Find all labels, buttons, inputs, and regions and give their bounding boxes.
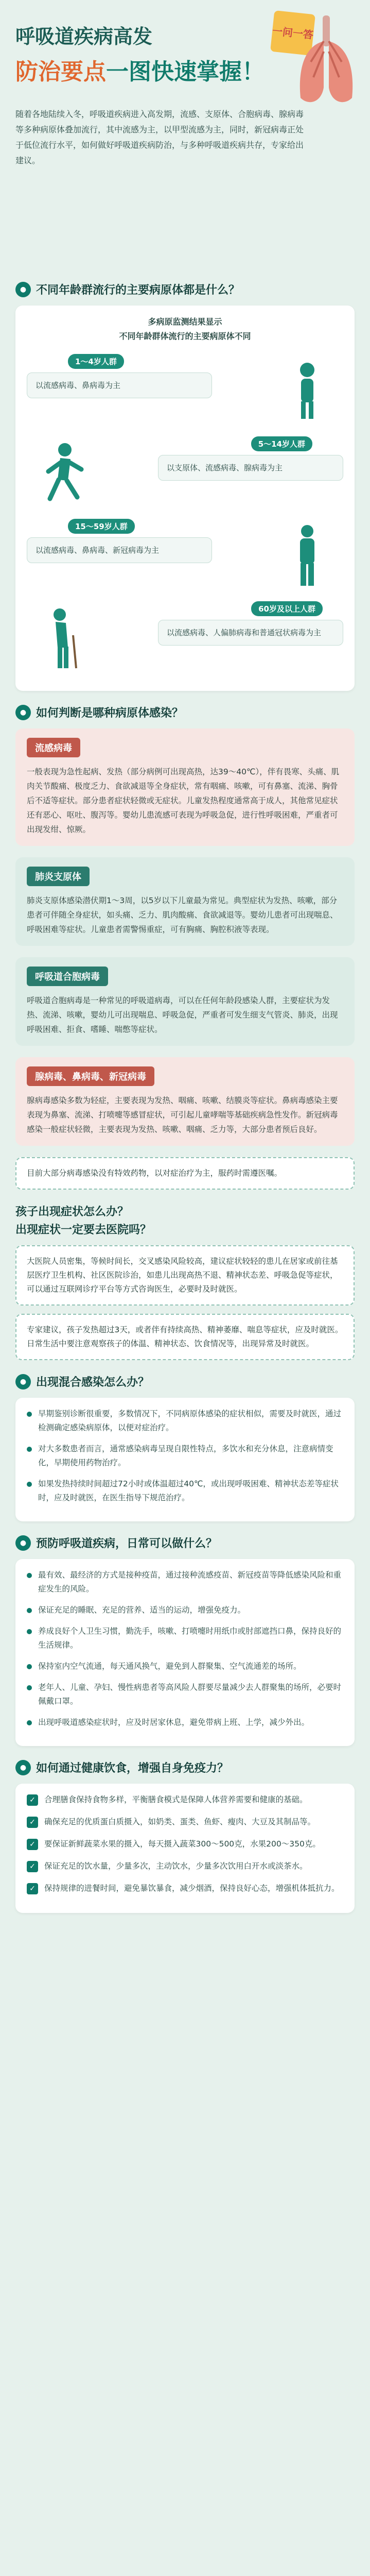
list-item-text: 老年人、儿童、孕妇、慢性病患者等高风险人群要尽量减少去人群聚集的场所，必要时佩戴口罩。 [38, 1683, 342, 1706]
elderly-figure-icon [32, 604, 94, 671]
pathogen-text: 一般表现为急性起病、发热（部分病例可出现高热，达39～40℃），伴有畏寒、头痛、肌肉关节酸痛、极度乏力、食欲减退等全身症状，常有咽痛、咳嗽，可有鼻塞、流涕、胸骨后不适等症状。部分患者症状轻微或无症状。儿童发热程度通常高于成人，其他常见症状还有恶心、呕吐、腹泻等。婴幼儿患流感可表现为呼吸急促，进行性呼吸困难，严重者可出现发绀、惊厥。 [27, 767, 340, 834]
age-card [15, 306, 355, 691]
section-title [15, 281, 355, 297]
age-subhead: 多病原监测结果显示 不同年龄群体流行的主要病原体不同 [119, 317, 251, 341]
pathogen-card-others [15, 1057, 355, 1146]
check-icon: ✓ [27, 1794, 38, 1806]
section-title [15, 1759, 355, 1775]
age-text: 以支原体、流感病毒、腺病毒为主 [158, 455, 343, 481]
running-child-icon [32, 439, 94, 506]
section-title-text: 如何判断是哪种病原体感染？ [36, 707, 184, 720]
age-text: 以流感病毒、人偏肺病毒和普通冠状病毒为主 [158, 620, 343, 646]
section-prevention [0, 1535, 370, 1746]
title-rest: 一图快速掌握！ [106, 59, 265, 85]
bullet-icon: ● [15, 1535, 31, 1551]
section-title-text: 出现混合感染怎么办？ [36, 1376, 150, 1389]
list-item-text: 保持规律的进餐时间，避免暴饮暴食，减少烟酒，保持良好心态，增强机体抵抗力。 [44, 1884, 340, 1893]
treatment-note-text: 目前大部分病毒感染没有特效药物，以对症治疗为主，服药时需遵医嘱。 [27, 1168, 283, 1178]
section-title-text: 如何通过健康饮食，增强自身免疫力？ [36, 1762, 229, 1775]
list-item [27, 1815, 343, 1829]
title-highlight: 防治要点 [15, 59, 106, 85]
qa-badge: 一问一答 [270, 10, 315, 56]
title-line-1: 呼吸道疾病高发 [15, 25, 153, 48]
check-icon: ✓ [27, 1839, 38, 1850]
treatment-note [15, 1157, 355, 1190]
list-item [27, 1407, 343, 1435]
list-item-text: 合理膳食保持食物多样，平衡膳食模式是保障人体营养需要和健康的基础。 [44, 1795, 308, 1804]
list-item-text: 保持室内空气流通，每天通风换气，避免到人群聚集、空气流通差的场所。 [38, 1662, 302, 1671]
age-text: 以流感病毒、鼻病毒、新冠病毒为主 [27, 537, 212, 563]
pathogen-text: 呼吸道合胞病毒是一种常见的呼吸道病毒，可以在任何年龄段感染人群，主要症状为发热、流涕、咳嗽，婴幼儿可出现喘息、呼吸急促，严重者可发生细支气管炎、肺炎，出现呼吸困难、拒食、嗜睡、喘憋等症状。 [27, 996, 338, 1034]
section-pathogens [0, 704, 370, 1190]
pathogen-label: 呼吸道合胞病毒 [27, 967, 108, 986]
check-icon: ✓ [27, 1883, 38, 1894]
section-title [15, 704, 355, 720]
tip-box [15, 1245, 355, 1306]
section-mixed-infection [0, 1374, 370, 1521]
list-item [27, 1681, 343, 1708]
list-item [27, 1716, 343, 1730]
section-title-text-2: 出现症状一定要去医院吗？ [15, 1224, 152, 1236]
tip-box [15, 1314, 355, 1360]
dot-icon [27, 1629, 32, 1634]
pathogen-label: 流感病毒 [27, 738, 80, 757]
pathogen-text: 腺病毒感染多数为轻症，主要表现为发热、咽痛、咳嗽、结膜炎等症状。鼻病毒感染主要表现为鼻塞、流涕、打喷嚏等感冒症状，可引起儿童哮喘等基础疾病急性发作。新冠病毒感染一般症状轻微，主要表现为发热、咳嗽、咽痛、乏力等，大部分患者预后良好。 [27, 1096, 338, 1134]
pathogen-card-mycoplasma [15, 857, 355, 946]
age-row [27, 517, 343, 594]
list-item [27, 1624, 343, 1652]
pathogen-card-rsv [15, 957, 355, 1046]
section-age-groups [0, 281, 370, 691]
dot-icon [27, 1412, 32, 1417]
list-item-text: 养成良好个人卫生习惯，勤洗手，咳嗽、打喷嚏时用纸巾或肘部遮挡口鼻，保持良好的生活规律。 [38, 1626, 342, 1650]
adult-figure-icon [276, 522, 338, 589]
age-row [27, 352, 343, 429]
section-child-symptoms [0, 1203, 370, 1360]
list-item [27, 1882, 343, 1895]
list-item [27, 1659, 343, 1673]
list-item-text: 保证充足的饮水量，少量多次，主动饮水，少量多次饮用白开水或淡茶水。 [44, 1861, 308, 1871]
dot-icon [27, 1608, 32, 1613]
list-item [27, 1793, 343, 1807]
dot-icon [27, 1573, 32, 1578]
section-diet [0, 1759, 370, 1913]
lungs-icon [293, 10, 360, 113]
tip-text: 大医院人员密集，等候时间长，交叉感染风险较高，建议症状较轻的患儿在居家或前往基层医疗卫生机构、社区医院诊治，如患儿出现高热不退、精神状态差、呼吸急促等症状，可以通过互联网诊疗平台等方式咨询医生，必要时及时就医。 [27, 1257, 338, 1294]
mixed-infection-card [15, 1398, 355, 1521]
age-tag: 15～59岁人群 [68, 519, 135, 534]
bullet-icon: ● [15, 1760, 31, 1775]
list-item-text: 对大多数患者而言，通常感染病毒呈现自限性特点，多饮水和充分休息，注意病情变化，早期使用药物治疗。 [38, 1444, 333, 1467]
list-item-text: 最有效、最经济的方式是接种疫苗，通过接种流感疫苗、新冠疫苗等降低感染风险和重症发生的风险。 [38, 1570, 342, 1594]
list-item-text: 确保充足的优质蛋白质摄入，如奶类、蛋类、鱼虾、瘦肉、大豆及其制品等。 [44, 1817, 316, 1826]
dot-icon [27, 1664, 32, 1669]
list-item-text: 如果发热持续时间超过72小时或体温超过40℃，或出现呼吸困难、精神状态差等症状时，应及时就医，在医生指导下规范治疗。 [38, 1479, 339, 1502]
prevention-card [15, 1559, 355, 1746]
pathogen-text: 肺炎支原体感染潜伏期1～3周，以5岁以下儿童最为常见。典型症状为发热、咳嗽，部分患者可伴随全身症状，如头痛、乏力、肌肉酸痛、食欲减退等。婴幼儿患者可出现喘息、呼吸困难等症状。儿童患者需警惕重症，可有胸痛、胸腔积液等表现。 [27, 896, 338, 934]
list-item-text: 出现呼吸道感染症状时，应及时居家休息，避免带病上班、上学，减少外出。 [38, 1718, 310, 1727]
tip-text: 专家建议，孩子发热超过3天，或者伴有持续高热、精神萎靡、喘息等症状，应及时就医。日常生活中要注意观察孩子的体温、精神状态、饮食情况等，出现异常及时就医。 [27, 1325, 343, 1348]
list-item [27, 1442, 343, 1470]
list-item-text: 要保证新鲜蔬菜水果的摄入，每天摄入蔬菜300～500克，水果200～350克。 [44, 1839, 321, 1849]
diet-card [15, 1784, 355, 1913]
child-figure-icon [276, 357, 338, 424]
age-tag: 1～4岁人群 [68, 354, 124, 369]
age-text: 以流感病毒、鼻病毒为主 [27, 372, 212, 398]
list-item-text: 保证充足的睡眠、充足的营养、适当的运动，增强免疫力。 [38, 1605, 246, 1615]
list-item [27, 1568, 343, 1596]
section-title [15, 1374, 355, 1389]
bullet-icon: ● [15, 1374, 31, 1389]
header [0, 0, 370, 268]
list-item [27, 1859, 343, 1873]
dot-icon [27, 1447, 32, 1452]
dot-icon [27, 1720, 32, 1725]
section-title-text: 不同年龄群流行的主要病原体都是什么？ [36, 284, 240, 297]
list-item [27, 1603, 343, 1617]
pathogen-label: 腺病毒、鼻病毒、新冠病毒 [27, 1066, 154, 1086]
check-icon: ✓ [27, 1817, 38, 1828]
age-tag: 5～14岁人群 [251, 436, 312, 451]
dot-icon [27, 1482, 32, 1487]
age-row [27, 434, 343, 512]
list-item-text: 早期鉴别诊断很重要，多数情况下，不同病原体感染的症状相似，需要及时就医，通过检测确定感染病原体，以便对症治疗。 [38, 1409, 342, 1432]
pathogen-label: 肺炎支原体 [27, 867, 90, 886]
section-title [15, 1535, 355, 1551]
bullet-icon: ● [15, 282, 31, 297]
pathogen-card-flu [15, 728, 355, 846]
check-icon: ✓ [27, 1861, 38, 1872]
intro-text: 随着各地陆续入冬，呼吸道疾病进入高发期，流感、支原体、合胞病毒、腺病毒等多种病原体叠加流行，其中流感为主，以甲型流感为主，同时，新冠病毒正处于低位流行水平，如何做好呼吸道疾病防治，与多种呼吸道疾病共存，专家给出建议。 [15, 109, 304, 165]
age-tag: 60岁及以上人群 [251, 601, 323, 616]
dot-icon [27, 1685, 32, 1690]
section-title-text: 孩子出现症状怎么办？ [15, 1206, 129, 1218]
section-title [15, 1203, 355, 1237]
list-item [27, 1477, 343, 1505]
section-title-text: 预防呼吸道疾病，日常可以做什么？ [36, 1537, 218, 1550]
age-row [27, 599, 343, 676]
list-item [27, 1837, 343, 1851]
bullet-icon: ● [15, 705, 31, 720]
